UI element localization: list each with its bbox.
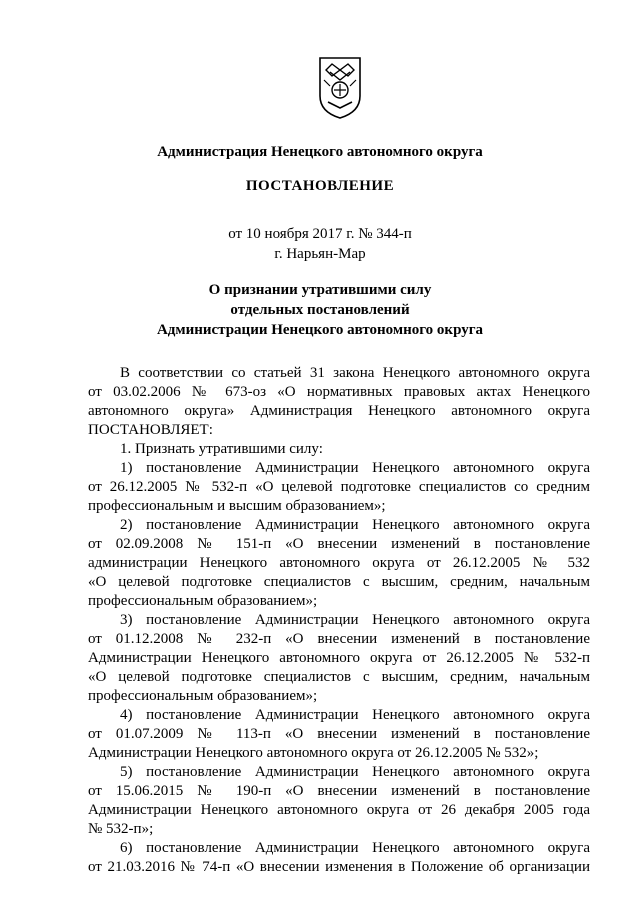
body-line: от 26.12.2005 № 532-п «О целевой подготовке специалистов со средним xyxy=(88,479,590,495)
body-line: администрации Ненецкого автономного округа от 26.12.2005 № 532 xyxy=(88,555,590,571)
body-line: Администрации Ненецкого автономного округа от 26 декабря 2005 года xyxy=(88,802,590,818)
document-date-number: от 10 ноября 2017 г. № 344-п xyxy=(228,226,412,242)
document-city: г. Нарьян-Мар xyxy=(274,246,366,262)
body-line: профессиональным образованием»; xyxy=(88,593,318,609)
body-line: профессиональным образованием»; xyxy=(88,688,318,704)
organization-name: Администрация Ненецкого автономного округа xyxy=(157,144,483,160)
body-line: 1) постановление Администрации Ненецкого автономного округа xyxy=(120,460,590,476)
body-line: «О целевой подготовке специалистов с высшим, средним, начальным xyxy=(88,669,590,685)
body-line: № 532-п»; xyxy=(88,821,154,837)
body-line: Администрации Ненецкого автономного округа от 26.12.2005 № 532»; xyxy=(88,745,539,761)
document-body xyxy=(88,364,590,877)
body-line: 1. Признать утратившими силу: xyxy=(120,441,323,457)
body-line: от 01.12.2008 № 232-п «О внесении изменений в постановление xyxy=(88,631,590,647)
title-line: О признании утратившими силу xyxy=(208,282,432,298)
body-line: от 03.02.2006 № 673-оз «О нормативных правовых актах Ненецкого xyxy=(88,384,590,400)
body-line: 4) постановление Администрации Ненецкого автономного округа xyxy=(120,707,590,723)
title-line: отдельных постановлений xyxy=(230,302,410,318)
body-line: от 02.09.2008 № 151-п «О внесении изменений в постановление xyxy=(88,536,590,552)
body-line: 5) постановление Администрации Ненецкого автономного округа xyxy=(120,764,590,780)
body-line: В соответствии со статьей 31 закона Ненецкого автономного округа xyxy=(120,365,590,381)
document-type: ПОСТАНОВЛЕНИЕ xyxy=(245,178,395,194)
body-line: от 01.07.2009 № 113-п «О внесении изменений в постановление xyxy=(88,726,590,742)
body-line: ПОСТАНОВЛЯЕТ: xyxy=(88,422,213,438)
body-line: автономного округа» Администрация Ненецкого автономного округа xyxy=(88,403,590,419)
body-line: профессиональным и высшим образованием»; xyxy=(88,498,386,514)
body-line: 3) постановление Администрации Ненецкого автономного округа xyxy=(120,612,590,628)
coat-of-arms-emblem xyxy=(318,56,362,120)
title-line: Администрации Ненецкого автономного округа xyxy=(156,322,484,338)
body-line: «О целевой подготовке специалистов с высшим, средним, начальным xyxy=(88,574,590,590)
body-line: 6) постановление Администрации Ненецкого автономного округа xyxy=(120,840,590,856)
body-line: от 21.03.2016 № 74-п «О внесении изменения в Положение об организации xyxy=(88,859,590,875)
body-line: Администрации Ненецкого автономного округа от 26.12.2005 № 532-п xyxy=(88,650,590,666)
body-line: от 15.06.2015 № 190-п «О внесении изменений в постановление xyxy=(88,783,590,799)
body-line: 2) постановление Администрации Ненецкого автономного округа xyxy=(120,517,590,533)
document-title xyxy=(0,280,640,340)
